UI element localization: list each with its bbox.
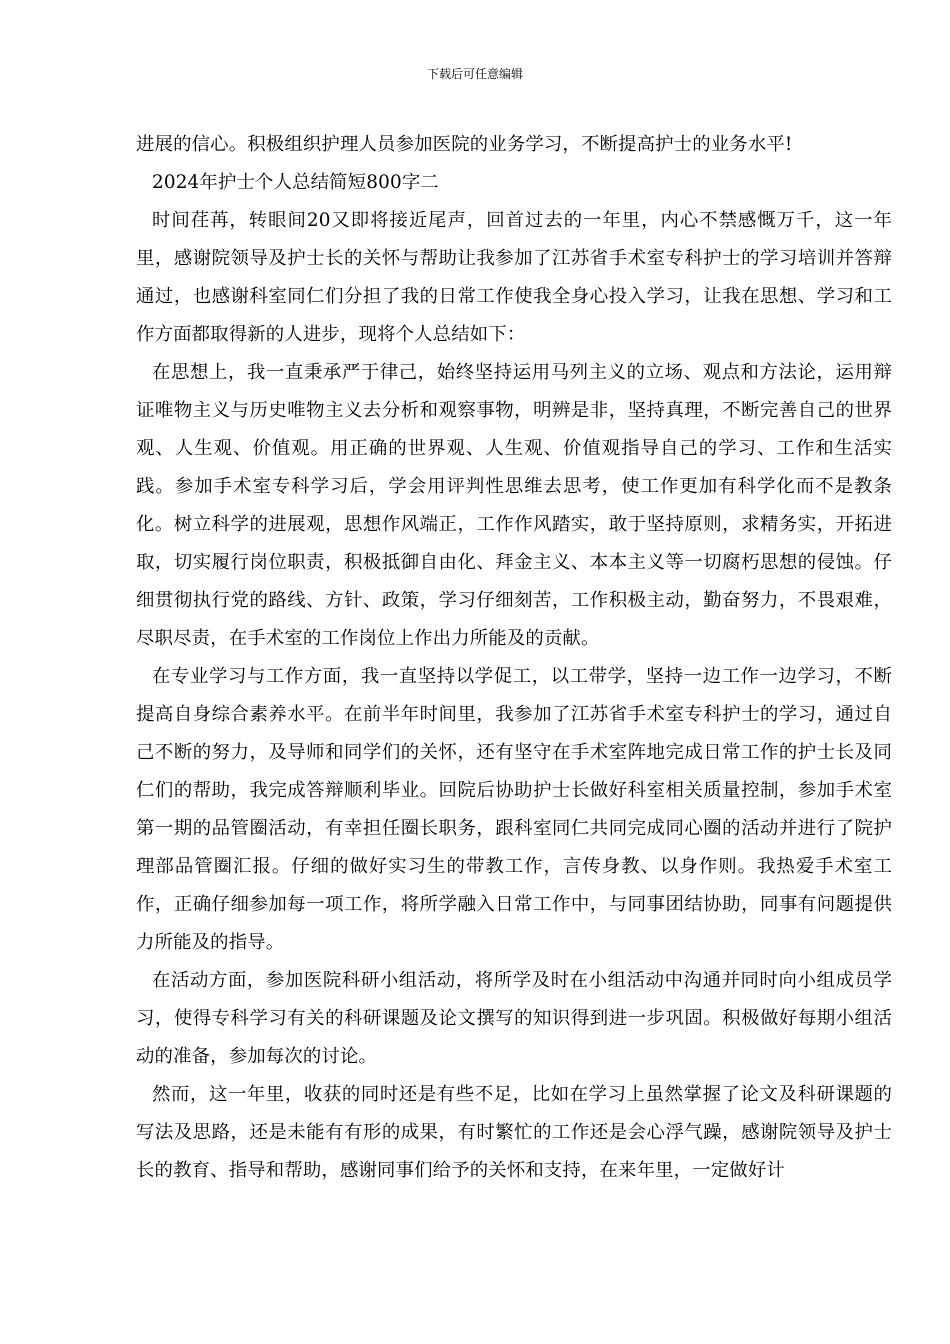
paragraph-professional-study: 在专业学习与工作方面，我一直坚持以学促工，以工带学，坚持一边工作一边学习，不断提高自身综合素养水平。在前半年时间里，我参加了江苏省手术室专科护士的学习，通过自己不断的努力，及导师和同学们的关怀，还有坚守在手术室阵地完成日常工作的护士长及同仁们的帮助，我完成答辩顺利毕业。回院后协助护士长做好科室相关质量控制，参加手术室第一期的品管圈活动，有幸担任圈长职务，跟科室同仁共同完成同心圈的活动并进行了院护理部品管圈汇报。仔细的做好实习生的带教工作，言传身教、以身作则。我热爱手术室工作，正确仔细参加每一项工作，将所学融入日常工作中，与同事团结协助，同事有问题提供力所能及的指导。 [136,666,892,953]
paragraph-activities: 在活动方面，参加医院科研小组活动，将所学及时在小组活动中沟通并同时向小组成员学习，使得专科学习有关的科研课题及论文撰写的知识得到进一步巩固。积极做好每期小组活动的准备，参加每次的讨论。 [136,970,892,1067]
paragraph-continuation: 进展的信心。积极组织护理人员参加医院的业务学习，不断提高护士的业务水平! [136,134,793,155]
page-header: 下载后可任意编辑 [426,67,523,81]
section-heading: 2024年护士个人总结简短800字二 [152,172,439,193]
document-body [136,126,892,1190]
paragraph-shortcomings: 然而，这一年里，收获的同时还是有些不足，比如在学习上虽然掌握了论文及科研课题的写法及思路，还是未能有有形的成果，有时繁忙的工作还是会心浮气躁，感谢院领导及护士长的教育、指导和帮助，感谢同事们给予的关怀和支持，在来年里，一定做好计 [136,1084,892,1181]
paragraph-intro: 时间荏苒，转眼间20又即将接近尾声，回首过去的一年里，内心不禁感慨万千，这一年里，感谢院领导及护士长的关怀与帮助让我参加了江苏省手术室专科护士的学习培训并答辩通过，也感谢科室同仁们分担了我的日常工作使我全身心投入学习，让我在思想、学习和工作方面都取得新的人进步，现将个人总结如下： [136,210,892,345]
paragraph-thought: 在思想上，我一直秉承严于律己，始终坚持运用马列主义的立场、观点和方法论，运用辩证唯物主义与历史唯物主义去分析和观察事物，明辨是非，坚持真理，不断完善自己的世界观、人生观、价值观。用正确的世界观、人生观、价值观指导自己的学习、工作和生活实践。参加手术室专科学习后，学会用评判性思维去思考，使工作更加有科学化而不是教条化。树立科学的进展观，思想作风端正，工作作风踏实，敢于坚持原则，求精务实，开拓进取，切实履行岗位职责，积极抵御自由化、拜金主义、本本主义等一切腐朽思想的侵蚀。仔细贯彻执行党的路线、方针、政策，学习仔细刻苦，工作积极主动，勤奋努力，不畏艰难，尽职尽责，在手术室的工作岗位上作出力所能及的贡献。 [136,362,892,649]
